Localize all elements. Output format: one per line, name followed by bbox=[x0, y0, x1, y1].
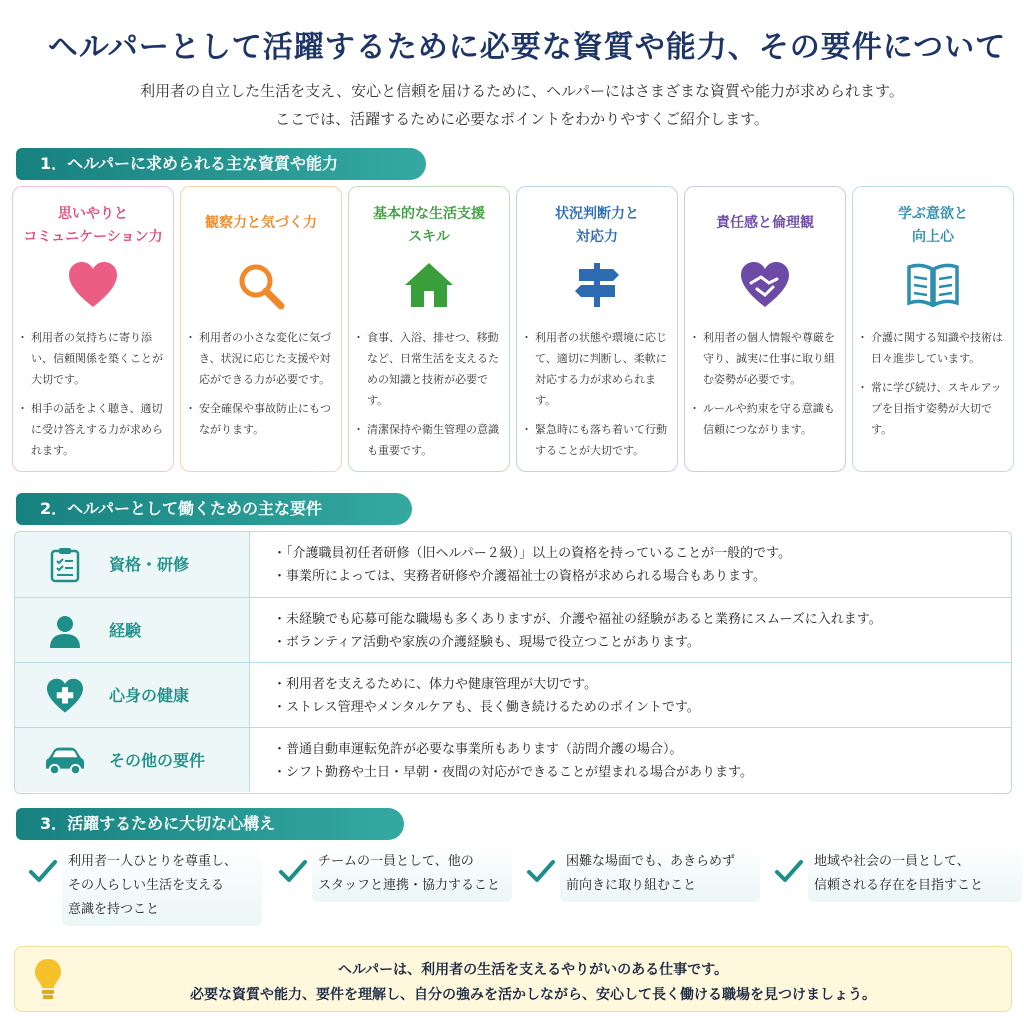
card-list-item: ・ 相手の話をよく聴き、適切に受け答えする力が求められます。 bbox=[21, 398, 167, 461]
check-icon bbox=[278, 856, 308, 886]
card-list-item: ・ 利用者の個人情報や尊厳を守り、誠実に仕事に取り組む姿勢が必要です。 bbox=[693, 327, 839, 390]
card-list bbox=[21, 327, 167, 469]
house-icon bbox=[349, 261, 509, 309]
page-title: ヘルパーとして活躍するために必要な資質や能力、その要件について bbox=[47, 30, 1007, 65]
card-title-line-1: 思いやりと bbox=[58, 206, 128, 222]
person-icon bbox=[45, 612, 85, 650]
section-3-heading: 3．活躍するために大切な心構え bbox=[16, 808, 404, 840]
section-2-heading: 2．ヘルパーとして働くための主な要件 bbox=[16, 493, 412, 525]
closing-line-1: ヘルパーは、利用者の生活を支えるやりがいのある仕事です。 bbox=[338, 962, 728, 978]
row-content bbox=[273, 542, 1001, 588]
card-list-item: ・ 利用者の状態や環境に応じて、適切に判断し、柔軟に対応する力が求められます。 bbox=[525, 327, 671, 411]
mindset-text bbox=[312, 846, 512, 902]
row-label: 資格・研修 bbox=[109, 555, 190, 574]
mindset-line: スタッフと連携・協力すること bbox=[318, 878, 501, 893]
card-list-item: ・ 利用者の気持ちに寄り添い、信頼関係を築くことが大切です。 bbox=[21, 327, 167, 390]
check-icon bbox=[774, 856, 804, 886]
card-list bbox=[357, 327, 503, 469]
row-label-cell bbox=[15, 532, 250, 597]
book-icon bbox=[853, 261, 1013, 309]
lightbulb-icon bbox=[33, 957, 63, 1003]
health-heart-icon bbox=[45, 677, 85, 715]
row-label: 経験 bbox=[109, 621, 142, 640]
card-compassion bbox=[12, 186, 174, 472]
row-label-cell bbox=[15, 598, 250, 662]
requirements-table bbox=[14, 531, 1012, 794]
card-title-line-2: 対応力 bbox=[576, 229, 618, 245]
card-judgment bbox=[516, 186, 678, 472]
row-line: ・ボランティア活動や家族の介護経験も、現場で役立つことがあります。 bbox=[273, 635, 700, 650]
car-icon bbox=[45, 742, 85, 780]
check-icon bbox=[526, 856, 556, 886]
card-list-item: ・ 緊急時にも落ち着いて行動することが大切です。 bbox=[525, 419, 671, 461]
mindset-line: 意識を持つこと bbox=[68, 902, 160, 917]
section-1-heading: 1．ヘルパーに求められる主な資質や能力 bbox=[16, 148, 426, 180]
card-life-support bbox=[348, 186, 510, 472]
handshake-heart-icon bbox=[685, 261, 845, 309]
row-label: その他の要件 bbox=[109, 751, 206, 770]
row-label-cell bbox=[15, 663, 250, 727]
lead-line-1: 利用者の自立した生活を支え、安心と信頼を届けるために、ヘルパーにはさまざまな資質や能力が求められます。 bbox=[140, 82, 904, 100]
card-list-item: ・ ルールや約束を守る意識も信頼につながります。 bbox=[693, 398, 839, 440]
card-list-item: ・ 常に学び続け、スキルアップを目指す姿勢が大切です。 bbox=[861, 377, 1007, 440]
card-learning bbox=[852, 186, 1014, 472]
signpost-icon bbox=[517, 261, 677, 309]
row-label-cell bbox=[15, 728, 250, 792]
row-line: ・事業所によっては、実務者研修や介護福祉士の資格が求められる場合もあります。 bbox=[273, 569, 766, 584]
card-ethics bbox=[684, 186, 846, 472]
card-list-item: ・ 清潔保持や衛生管理の意識も重要です。 bbox=[357, 419, 503, 461]
card-title bbox=[689, 212, 841, 235]
card-title-line-2: コミュニケーション力 bbox=[23, 229, 163, 245]
card-title-line-1: 観察力と気づく力 bbox=[205, 215, 317, 231]
card-list bbox=[189, 327, 335, 448]
row-line: ・「介護職員初任者研修（旧ヘルパー２級）」以上の資格を持っていることが一般的です。 bbox=[273, 546, 792, 561]
card-title-line-1: 学ぶ意欲と bbox=[898, 206, 968, 222]
row-line: ・利用者を支えるために、体力や健康管理が大切です。 bbox=[273, 677, 597, 692]
closing-line-2: 必要な資質や能力、要件を理解し、自分の強みを活かしながら、安心して長く働ける職場を見つけましょう。 bbox=[190, 987, 876, 1003]
closing-message-box bbox=[14, 946, 1012, 1012]
row-line: ・未経験でも応募可能な職場も多くありますが、介護や福祉の経験があると業務にスムーズに入れます。 bbox=[273, 612, 882, 627]
lead-line-2: ここでは、活躍するために必要なポイントをわかりやすくご紹介します。 bbox=[275, 110, 769, 128]
card-title bbox=[353, 203, 505, 249]
card-title-line-2: 向上心 bbox=[912, 229, 954, 245]
card-observation bbox=[180, 186, 342, 472]
row-line: ・シフト勤務や土日・早朝・夜間の対応ができることが望まれる場合があります。 bbox=[273, 765, 753, 780]
card-list-item: ・ 食事、入浴、排せつ、移動など、日常生活を支えるための知識と技術が必要です。 bbox=[357, 327, 503, 411]
card-list-item: ・ 利用者の小さな変化に気づき、状況に応じた支援や対応ができる力が必要です。 bbox=[189, 327, 335, 390]
mindset-line: その人らしい生活を支える bbox=[68, 878, 225, 893]
row-line: ・ストレス管理やメンタルケアも、長く働き続けるためのポイントです。 bbox=[273, 700, 700, 715]
table-row bbox=[15, 662, 1011, 727]
card-title-line-2: スキル bbox=[408, 229, 450, 245]
card-title bbox=[17, 203, 169, 249]
magnifier-icon bbox=[181, 261, 341, 309]
row-line: ・普通自動車運転免許が必要な事業所もあります（訪問介護の場合）。 bbox=[273, 742, 683, 757]
mindset-line: チームの一員として、他の bbox=[318, 854, 474, 869]
card-list-item: ・ 介護に関する知識や技術は日々進歩しています。 bbox=[861, 327, 1007, 369]
heart-icon bbox=[13, 261, 173, 309]
table-row bbox=[15, 727, 1011, 792]
card-list bbox=[525, 327, 671, 469]
row-content bbox=[273, 608, 1001, 654]
mindset-text bbox=[62, 846, 262, 926]
card-title-line-1: 基本的な生活支援 bbox=[373, 206, 485, 222]
mindset-text bbox=[808, 846, 1022, 902]
row-content bbox=[273, 738, 1001, 784]
mindset-line: 前向きに取り組むこと bbox=[566, 878, 697, 893]
table-row bbox=[15, 532, 1011, 597]
check-icon bbox=[28, 856, 58, 886]
clipboard-icon bbox=[45, 546, 85, 584]
card-title bbox=[185, 212, 337, 235]
card-title-line-1: 状況判断力と bbox=[555, 206, 639, 222]
card-list bbox=[861, 327, 1007, 448]
table-row bbox=[15, 597, 1011, 662]
card-title bbox=[521, 203, 673, 249]
card-title bbox=[857, 203, 1009, 249]
mindset-text bbox=[560, 846, 760, 902]
mindset-line: 利用者一人ひとりを尊重し、 bbox=[68, 854, 238, 869]
row-label: 心身の健康 bbox=[109, 686, 190, 705]
row-content bbox=[273, 673, 1001, 719]
card-list bbox=[693, 327, 839, 448]
qualities-cards bbox=[12, 186, 1014, 472]
mindset-line: 信頼される存在を目指すこと bbox=[814, 878, 984, 893]
card-title-line-1: 責任感と倫理観 bbox=[716, 215, 814, 231]
mindset-line: 地域や社会の一員として、 bbox=[814, 854, 970, 869]
card-list-item: ・ 安全確保や事故防止にもつながります。 bbox=[189, 398, 335, 440]
mindset-line: 困難な場面でも、あきらめず bbox=[566, 854, 736, 869]
